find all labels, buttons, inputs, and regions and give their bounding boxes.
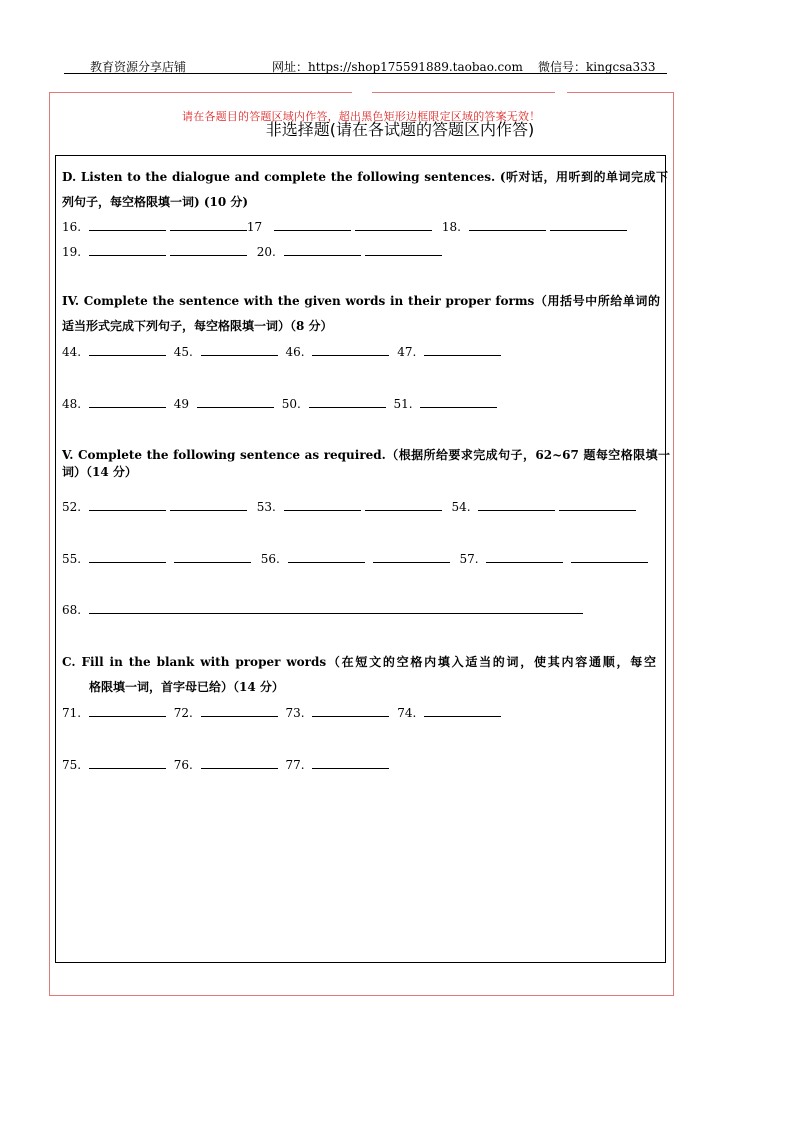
answer-row: [62, 603, 583, 617]
question-number: 47.: [397, 345, 417, 359]
question-number: 74.: [397, 706, 417, 720]
answer-row: [62, 706, 501, 720]
question-number: 56.: [260, 552, 280, 566]
answer-blank[interactable]: [89, 552, 166, 563]
question-number: 54.: [451, 500, 471, 514]
question-number: 16.: [62, 220, 82, 234]
answer-blank[interactable]: [170, 500, 247, 511]
answer-blank[interactable]: [274, 220, 351, 231]
answer-row: [62, 345, 501, 359]
section-v-instruction-line2: 词）（14 分）: [62, 465, 137, 479]
answer-row: [62, 220, 627, 234]
question-number: 57.: [459, 552, 479, 566]
answer-blank[interactable]: [365, 245, 442, 256]
question-number: 75.: [62, 758, 82, 772]
question-number: 49: [173, 397, 190, 411]
answer-blank[interactable]: [424, 706, 501, 717]
question-number: 77.: [285, 758, 305, 772]
section-v-instruction-line1: V. Complete the following sentence as required.（根据所给要求完成句子，62~67 题每空格限填一: [62, 448, 670, 462]
answer-blank[interactable]: [571, 552, 648, 563]
answer-blank[interactable]: [89, 397, 166, 408]
question-number: 17: [246, 220, 263, 234]
answer-blank[interactable]: [355, 220, 432, 231]
page-title: 非选择题(请在各试题的答题区内作答): [265, 120, 535, 139]
question-number: 19.: [62, 245, 82, 259]
section-c-instruction-line1: C. Fill in the blank with proper words（在短文的空格内填入适当的词，使其内容通顺，每空: [62, 655, 656, 669]
answer-blank[interactable]: [559, 500, 636, 511]
question-number: 45.: [173, 345, 193, 359]
answer-row: [62, 500, 636, 514]
answer-blank[interactable]: [365, 500, 442, 511]
section-d-instruction-line1: D. Listen to the dialogue and complete the following sentences. (听对话，用听到的单词完成下: [62, 170, 668, 184]
answer-blank[interactable]: [312, 345, 389, 356]
answer-blank[interactable]: [201, 345, 278, 356]
question-number: 18.: [441, 220, 461, 234]
header-rule: [64, 73, 667, 74]
question-number: 73.: [285, 706, 305, 720]
answer-blank[interactable]: [486, 552, 563, 563]
answer-blank[interactable]: [89, 706, 166, 717]
answer-blank[interactable]: [373, 552, 450, 563]
answer-blank[interactable]: [170, 245, 247, 256]
answer-blank-long[interactable]: [89, 603, 583, 614]
border-gap: [555, 89, 567, 95]
answer-blank[interactable]: [201, 758, 278, 769]
answer-blank[interactable]: [288, 552, 365, 563]
answer-blank[interactable]: [424, 345, 501, 356]
answer-row: [62, 245, 442, 259]
answer-blank[interactable]: [312, 706, 389, 717]
question-number: 20.: [256, 245, 276, 259]
question-number: 44.: [62, 345, 82, 359]
question-number: 51.: [393, 397, 413, 411]
answer-blank[interactable]: [170, 220, 247, 231]
section-iv-instruction-line2: 适当形式完成下列句子，每空格限填一词）（8 分）: [62, 319, 333, 333]
header-wechat: 微信号：kingcsa333: [538, 60, 656, 74]
answer-blank[interactable]: [89, 758, 166, 769]
answer-row: [62, 552, 648, 566]
answer-blank[interactable]: [89, 500, 166, 511]
answer-blank[interactable]: [469, 220, 546, 231]
header-url: 网址：https://shop175591889.taobao.com: [272, 60, 523, 74]
question-number: 50.: [281, 397, 301, 411]
header-shop: 教育资源分享店铺: [90, 60, 187, 74]
question-number: 72.: [173, 706, 193, 720]
answer-blank[interactable]: [550, 220, 627, 231]
warning-text: 请在各题目的答题区域内作答，超出黑色矩形边框限定区域的答案无效！: [182, 110, 541, 123]
answer-blank[interactable]: [478, 500, 555, 511]
answer-blank[interactable]: [174, 552, 251, 563]
answer-blank[interactable]: [89, 245, 166, 256]
answer-blank[interactable]: [197, 397, 274, 408]
question-number: 68.: [62, 603, 82, 617]
question-number: 46.: [285, 345, 305, 359]
question-number: 52.: [62, 500, 82, 514]
answer-blank[interactable]: [309, 397, 386, 408]
answer-blank[interactable]: [89, 345, 166, 356]
answer-blank[interactable]: [89, 220, 166, 231]
question-number: 53.: [256, 500, 276, 514]
section-iv-instruction-line1: IV. Complete the sentence with the given words in their proper forms（用括号中所给单词的: [62, 294, 660, 308]
answer-blank[interactable]: [284, 500, 361, 511]
answer-row: [62, 758, 389, 772]
section-c-instruction-line2: 格限填一词，首字母已给）（14 分）: [89, 680, 284, 694]
section-d-instruction-line2: 列句子，每空格限填一词) (10 分): [62, 195, 249, 209]
question-number: 55.: [62, 552, 82, 566]
question-number: 71.: [62, 706, 82, 720]
answer-row: [62, 397, 497, 411]
border-gap: [352, 89, 372, 95]
question-number: 48.: [62, 397, 82, 411]
answer-blank[interactable]: [420, 397, 497, 408]
answer-blank[interactable]: [201, 706, 278, 717]
question-number: 76.: [173, 758, 193, 772]
answer-blank[interactable]: [312, 758, 389, 769]
answer-blank[interactable]: [284, 245, 361, 256]
